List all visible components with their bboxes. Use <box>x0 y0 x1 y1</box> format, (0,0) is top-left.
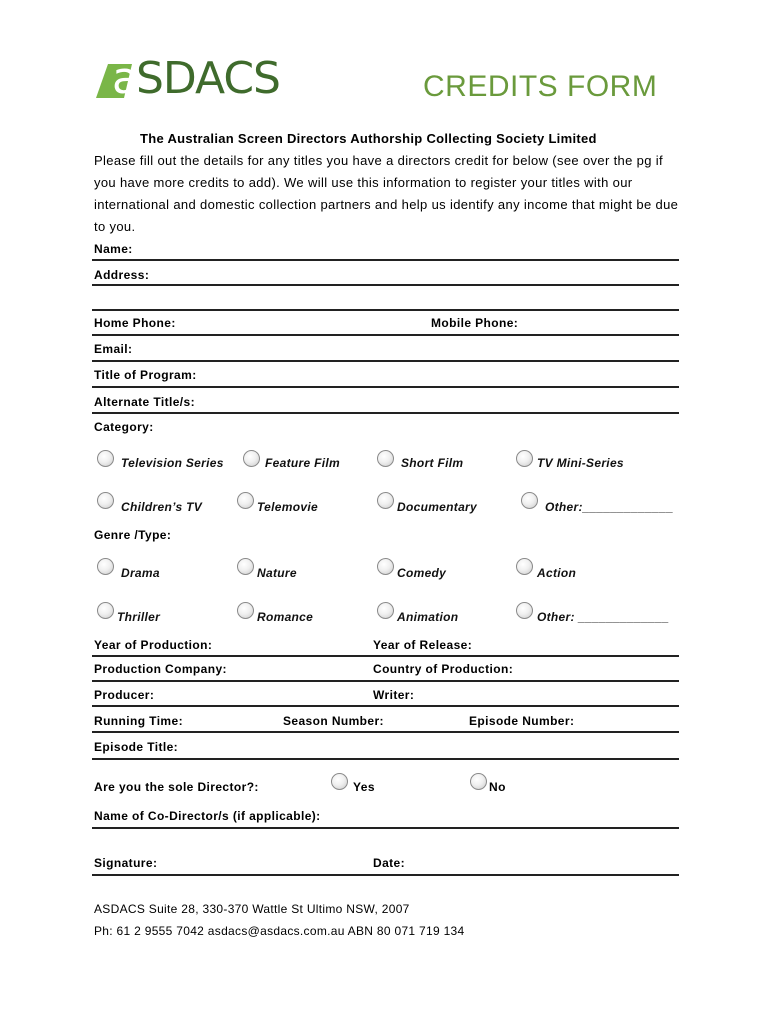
intro-text: Please fill out the details for any titles you have a directors credit for below (see over the pg if you have more credits to add). We will use this information to register your titles with our international and domestic collection partners and help us identify any income that might be due to you. <box>94 153 679 234</box>
sole-director-label: Are you the sole Director?: <box>94 780 259 794</box>
genre-option-label: Romance <box>257 610 314 624</box>
footer-contact: Ph: 61 2 9555 7042 asdacs@asdacs.com.au ABN 80 071 719 134 <box>94 924 465 938</box>
genre-option-label: Animation <box>397 610 459 624</box>
category-option-label: TV Mini-Series <box>537 456 624 470</box>
phone-field[interactable] <box>92 334 679 336</box>
name-label: Name: <box>94 242 133 256</box>
category-childrens-tv-radio[interactable] <box>97 492 114 509</box>
footer-address: ASDACS Suite 28, 330-370 Wattle St Ultimo NSW, 2007 <box>94 902 410 916</box>
sole-director-yes-label: Yes <box>353 780 375 794</box>
alternate-titles-field[interactable] <box>92 412 679 414</box>
category-documentary-radio[interactable] <box>377 492 394 509</box>
home-phone-label: Home Phone: <box>94 316 176 330</box>
genre-option-label: Drama <box>121 566 160 580</box>
alternate-titles-label: Alternate Title/s: <box>94 395 196 409</box>
genre-animation-radio[interactable] <box>377 602 394 619</box>
logo-wordmark: aSDACS <box>112 53 280 104</box>
sole-director-no-radio[interactable] <box>470 773 487 790</box>
signature-field[interactable] <box>92 874 679 876</box>
episode-number-label: Episode Number: <box>469 714 575 728</box>
category-option-label: Television Series <box>121 456 224 470</box>
address-label: Address: <box>94 268 150 282</box>
genre-thriller-radio[interactable] <box>97 602 114 619</box>
genre-type-label: Genre /Type: <box>94 528 172 542</box>
mobile-phone-label: Mobile Phone: <box>431 316 519 330</box>
organization-name: The Australian Screen Directors Authorship Collecting Society Limited <box>140 131 597 146</box>
writer-label: Writer: <box>373 688 415 702</box>
year-field[interactable] <box>92 655 679 657</box>
year-of-production-label: Year of Production: <box>94 638 213 652</box>
country-of-production-label: Country of Production: <box>373 662 514 676</box>
address-field-line-2[interactable] <box>92 309 679 311</box>
running-time-field[interactable] <box>92 731 679 733</box>
category-option-label: Other:_____________ <box>545 500 674 514</box>
email-field[interactable] <box>92 360 679 362</box>
address-field[interactable] <box>92 284 679 286</box>
season-number-label: Season Number: <box>283 714 384 728</box>
sole-director-yes-radio[interactable] <box>331 773 348 790</box>
date-label: Date: <box>373 856 406 870</box>
episode-title-field[interactable] <box>92 758 679 760</box>
genre-other-radio[interactable] <box>516 602 533 619</box>
co-directors-label: Name of Co-Director/s (if applicable): <box>94 809 321 823</box>
production-company-field[interactable] <box>92 680 679 682</box>
production-company-label: Production Company: <box>94 662 227 676</box>
form-title: CREDITS FORM <box>423 70 658 103</box>
year-of-release-label: Year of Release: <box>373 638 473 652</box>
category-label: Category: <box>94 420 154 434</box>
category-short-film-radio[interactable] <box>377 450 394 467</box>
genre-option-label: Action <box>537 566 577 580</box>
producer-field[interactable] <box>92 705 679 707</box>
genre-action-radio[interactable] <box>516 558 533 575</box>
co-directors-field[interactable] <box>92 827 679 829</box>
genre-comedy-radio[interactable] <box>377 558 394 575</box>
category-feature-film-radio[interactable] <box>243 450 260 467</box>
genre-nature-radio[interactable] <box>237 558 254 575</box>
sole-director-no-label: No <box>489 780 506 794</box>
running-time-label: Running Time: <box>94 714 183 728</box>
producer-label: Producer: <box>94 688 155 702</box>
genre-option-label: Other: _____________ <box>537 610 670 624</box>
episode-title-label: Episode Title: <box>94 740 179 754</box>
category-option-label: Telemovie <box>257 500 318 514</box>
signature-label: Signature: <box>94 856 158 870</box>
category-option-label: Feature Film <box>265 456 340 470</box>
genre-drama-radio[interactable] <box>97 558 114 575</box>
category-tv-mini-series-radio[interactable] <box>516 450 533 467</box>
genre-romance-radio[interactable] <box>237 602 254 619</box>
category-option-label: Short Film <box>401 456 464 470</box>
email-label: Email: <box>94 342 133 356</box>
title-of-program-label: Title of Program: <box>94 368 197 382</box>
category-television-series-radio[interactable] <box>97 450 114 467</box>
genre-option-label: Nature <box>257 566 297 580</box>
genre-option-label: Thriller <box>117 610 161 624</box>
category-other-radio[interactable] <box>521 492 538 509</box>
genre-option-label: Comedy <box>397 566 447 580</box>
category-telemovie-radio[interactable] <box>237 492 254 509</box>
category-option-label: Documentary <box>397 500 477 514</box>
category-option-label: Children’s TV <box>121 500 203 514</box>
name-field[interactable] <box>92 259 679 261</box>
title-of-program-field[interactable] <box>92 386 679 388</box>
